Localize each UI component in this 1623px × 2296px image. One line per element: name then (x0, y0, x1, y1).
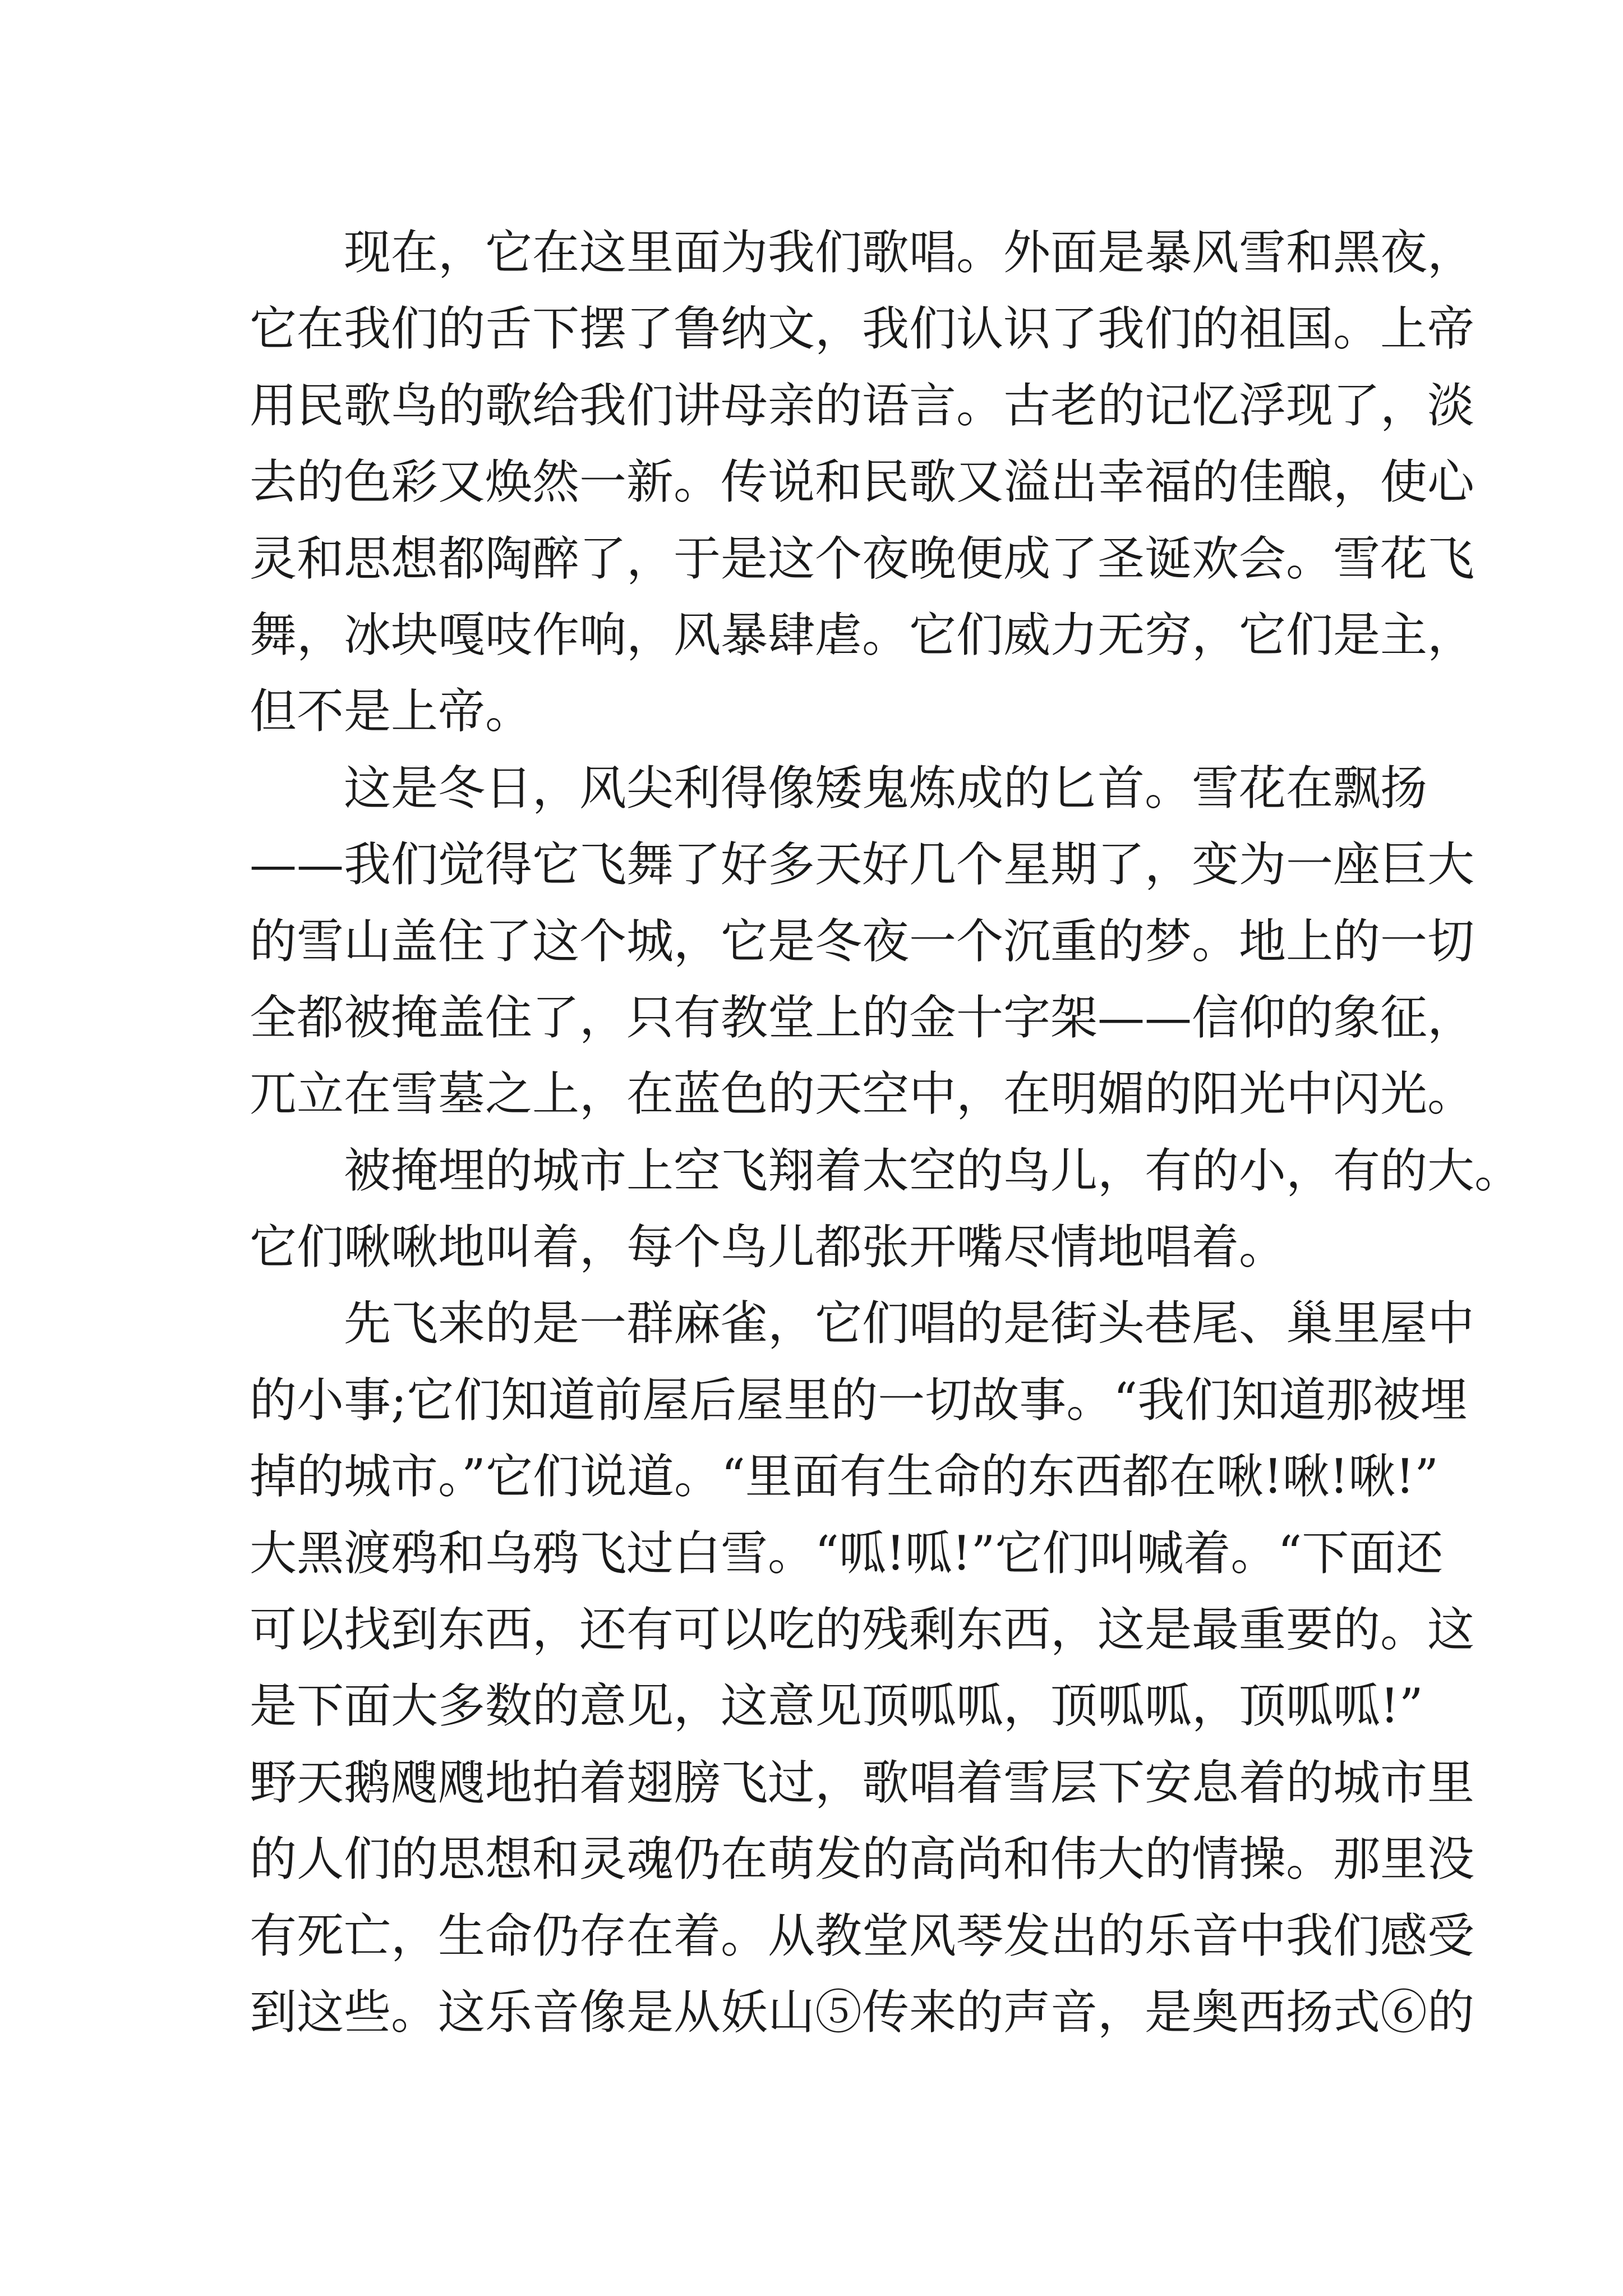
text-line: ——我们觉得它飞舞了好多天好几个星期了，变为一座巨大 (250, 837, 1475, 892)
body-text (250, 214, 1522, 2050)
text-line: 被掩埋的城市上空飞翔着太空的鸟儿，有的小，有的大。 (344, 1143, 1522, 1198)
text-line: 灵和思想都陶醉了，于是这个夜晚便成了圣诞欢会。雪花飞 (250, 531, 1475, 586)
text-line: 掉的城市。”它们说道。“里面有生命的东西都在啾!啾!啾!” (250, 1449, 1439, 1504)
text-line: 但不是上帝。 (250, 684, 533, 739)
text-line: 野天鹅飕飕地拍着翅膀飞过，歌唱着雪层下安息着的城市里 (250, 1755, 1475, 1810)
text-line: 现在，它在这里面为我们歌唱。外面是暴风雪和黑夜， (344, 225, 1475, 280)
text-line: 去的色彩又焕然一新。传说和民歌又溢出幸福的佳酿，使心 (250, 454, 1475, 510)
text-line: 先飞来的是一群麻雀，它们唱的是街头巷尾、巢里屋中 (344, 1296, 1475, 1351)
text-line: 这是冬日，风尖利得像矮鬼炼成的匕首。雪花在飘扬 (344, 760, 1428, 816)
text-line: 的雪山盖住了这个城，它是冬夜一个沉重的梦。地上的一切 (250, 913, 1475, 969)
text-line: 兀立在雪墓之上，在蓝色的天空中，在明媚的阳光中闪光。 (250, 1066, 1475, 1122)
text-line: 的人们的思想和灵魂仍在萌发的高尚和伟大的情操。那里没 (250, 1832, 1475, 1887)
text-line: 舞，冰块嘎吱作响，风暴肆虐。它们威力无穷，它们是主， (250, 607, 1475, 662)
text-line: 有死亡，生命仍存在着。从教堂风琴发出的乐音中我们感受 (250, 1908, 1475, 1963)
text-line: 可以找到东西，还有可以吃的残剩东西，这是最重要的。这 (250, 1602, 1475, 1658)
text-line: 它在我们的舌下摆了鲁纳文，我们认识了我们的祖国。上帝 (250, 301, 1475, 357)
text-line: 是下面大多数的意见，这意见顶呱呱，顶呱呱，顶呱呱!” (250, 1678, 1423, 1734)
text-line: 到这些。这乐音像是从妖山⑤传来的声音，是奥西扬式⑥的 (250, 1984, 1475, 2040)
text-line: 大黑渡鸦和乌鸦飞过白雪。“呱!呱!”它们叫喊着。“下面还 (250, 1525, 1444, 1581)
text-line: 全都被掩盖住了，只有教堂上的金十字架——信仰的象征， (250, 990, 1475, 1045)
text-line: 它们啾啾地叫着，每个鸟儿都张开嘴尽情地唱着。 (250, 1220, 1287, 1275)
text-line: 用民歌鸟的歌给我们讲母亲的语言。古老的记忆浮现了，淡 (250, 378, 1475, 433)
text-line: 的小事;它们知道前屋后屋里的一切故事。“我们知道那被埋 (250, 1372, 1468, 1428)
